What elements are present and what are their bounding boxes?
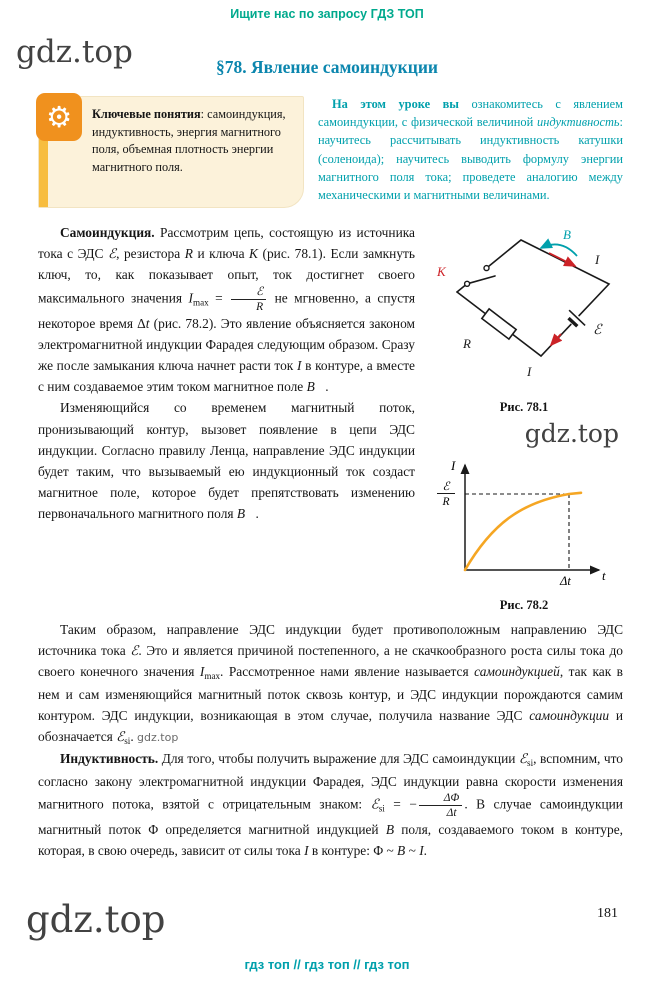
label-key: K (437, 264, 446, 279)
label-resistor: R (463, 336, 471, 351)
resistor-symbol (482, 309, 516, 339)
graph-level-denominator: R (442, 496, 450, 508)
paragraph-emf-direction: Таким образом, направление ЭДС индукции будет противоположным направлению ЭДС источника тока ℰ. Это и является причиной постепенного, а не скачкообразного роста силы тока до своего конечного значения $I_{max}$. Рассмотренное нами явление называется самоиндукцией, так как в нем и сам изменяющийся магнитный поток сквозь контур, и ЭДС индукции порождаются самим контуром. ЭДС индукции, возникающая в этом случае, получила название ЭДС самоиндукции и обозначается ℰ$_{si}$. gdz.top (38, 622, 623, 747)
watermark-top: gdz.top (16, 34, 133, 70)
watermark-bottom: gdz.top (26, 898, 166, 941)
gear-icon: ⚙ (46, 99, 72, 134)
label-current-top: I (595, 252, 600, 267)
figure-78-1-caption: Рис. 78.1 (499, 400, 549, 414)
switch-contact (484, 266, 489, 271)
graph-y-label: I (451, 458, 456, 473)
main-content (38, 222, 623, 862)
paragraph-inductance: Индуктивность. Для того, чтобы получить выражение для ЭДС самоиндукции ℰ$_{si}$, вспомним, что согласно закону электромагнитной индукции Фарадея, ЭДС индукции равна скорости изменения магнитного потока, взятой с отрицательным знаком: ℰ$_{si}$ = − $\frac{\Delta\Phi}{\Delta t}$ . В случае самоиндукции магнитный поток Φ определяется магнитной индукцией B поля, создаваемого током в контуре, которая, в свою очередь, зависит от силы тока I в контуре: Φ ~ B ~ I. (38, 751, 623, 859)
graph-level-numerator: ℰ (442, 481, 450, 493)
lesson-intro: На этом уроке вы ознакомитесь с явлением самоиндукции, с физической величиной индуктивность: научитесь рассчитывать индуктивность катушки (соленоида); научитесь выводить формулу энергии магнитного поля тока; проведете аналогию между механическими и магнитными величинами. (318, 97, 623, 203)
current-vs-time-graph (435, 452, 613, 592)
figure-78-2-caption: Рис. 78.2 (499, 598, 549, 612)
page-number: 181 (597, 906, 618, 921)
b-field-arrow (541, 244, 577, 256)
label-emf: ℰ (593, 323, 602, 338)
key-concepts-text: Ключевые понятия: самоиндукция, индуктивность, энергия магнитного поля, объемная плотность энергии магнитного поля. (92, 107, 286, 174)
figure-78-2 (425, 452, 623, 613)
current-arrow-bottom (551, 334, 561, 345)
current-arrow-top (549, 253, 575, 266)
switch-pivot (465, 281, 470, 286)
key-concepts-box (38, 96, 304, 208)
section-title: §78. Явление самоиндукции (215, 57, 439, 77)
label-current-bottom: I (527, 364, 532, 379)
paragraph-self-induction: Самоиндукция. Рассмотрим цепь, состоящую из источника тока с ЭДС ℰ, резистора R и ключа K (рис. 78.1). Если замкнуть ключ, то, как показывает опыт, ток достигнет своего максимального значения $I_{max}$ = $\frac{\text{ℰ}}{R}$ не мгновенно, а спустя некоторое время Δt (рис. 78.2). Это явление объясняется законом электромагнитной индукции Фарадея следующим образом. Сразу же после замыкания ключа начнет расти ток I в контуре, а вместе с ним создаваемое этим током магнитное поле B⃗. (38, 225, 415, 395)
switch-lever (467, 276, 495, 284)
graph-delta-t-label: Δt (560, 574, 571, 588)
figures-column (425, 226, 623, 613)
circuit-diagram (429, 226, 619, 394)
circuit-loop (457, 240, 609, 356)
keybox-accent-stripe (39, 139, 48, 207)
current-curve (465, 493, 581, 570)
graph-level-label (437, 481, 455, 508)
watermark-middle: gdz.top (524, 419, 619, 448)
figure-78-1 (425, 226, 623, 415)
graph-x-label: t (602, 568, 606, 583)
top-search-notice: Ищите нас по запросу ГДЗ ТОП (230, 7, 424, 21)
paragraph-changing-flux: Изменяющийся со временем магнитный поток, пронизывающий контур, вызовет появление в цепи ЭДС индукции. Согласно правилу Ленца, направление ЭДС индукции будет таким, что вызываемый ею индукционный ток создаст магнитное поле, которое будет препятствовать изменению первоначального магнитного поля B⃗. (38, 400, 415, 522)
gear-badge (36, 93, 82, 141)
footer-links: гдз топ // гдз топ // гдз топ (244, 957, 410, 972)
label-b-field: B⃗ (563, 227, 582, 242)
